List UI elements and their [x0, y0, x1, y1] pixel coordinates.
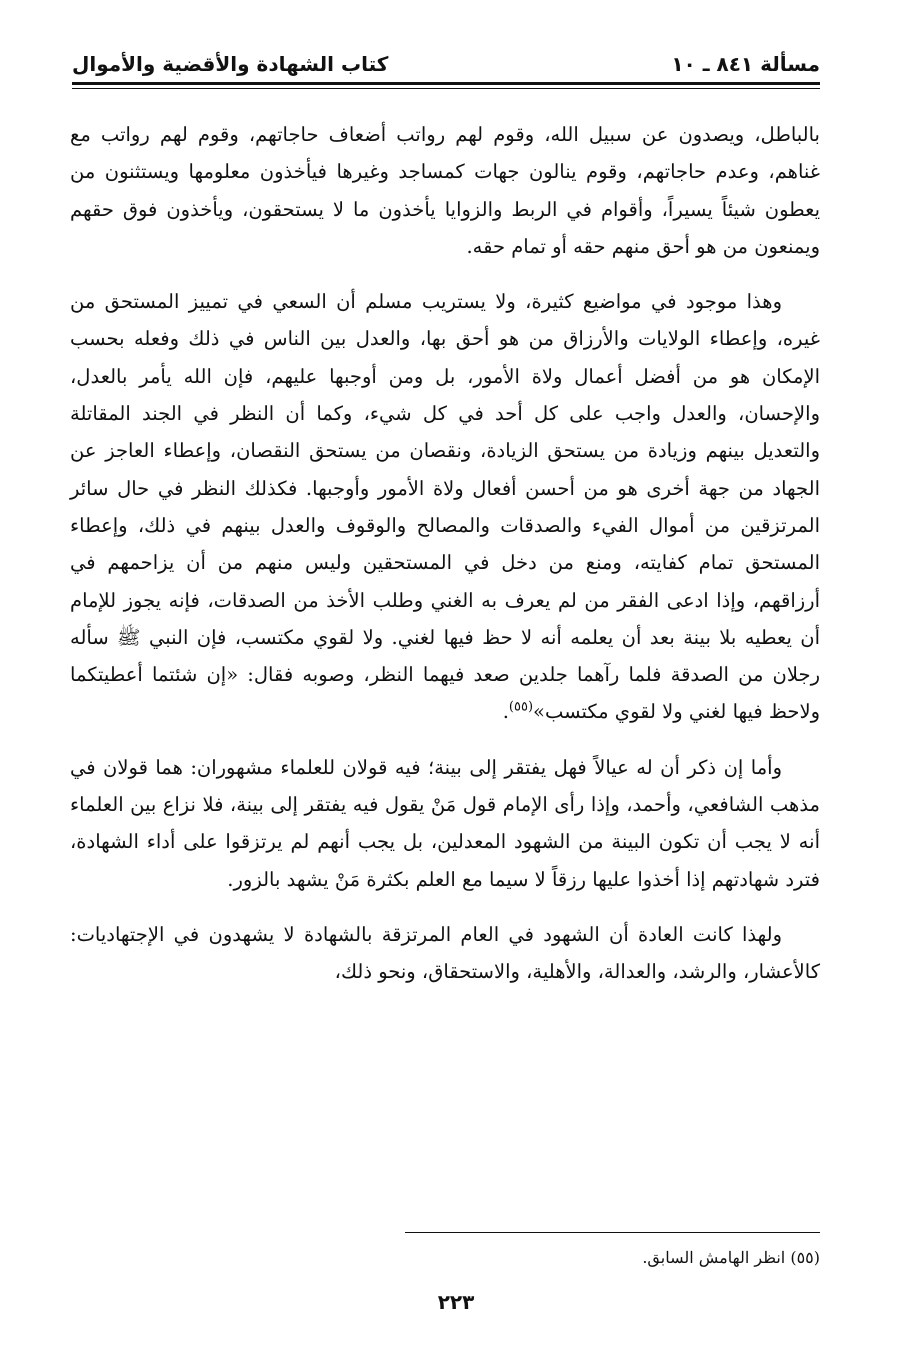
paragraph-4: ولهذا كانت العادة أن الشهود في العام المرتزقة بالشهادة لا يشهدون في الإجتهاديات: كالأعشار، والرشد، والعدالة، والأهلية، والاستحقاق، ونحو ذلك،	[70, 922, 820, 984]
footnote-rule	[405, 1232, 820, 1233]
page-number: ٢٢٣	[437, 1290, 475, 1314]
paragraph-3: وأما إن ذكر أن له عيالاً فهل يفتقر إلى بينة؛ فيه قولان للعلماء مشهوران: هما قولان في مذهب الشافعي، وأحمد، وإذا رأى الإمام قول مَنْ يقول فيه يفتقر إلى بينة، فلا نزاع بين العلماء أنه لا يجب أن تكون البينة من الشهود المعدلين، بل يجب أنهم لم يرتزقوا على أداء الشهادة، فترد شهادتهم إذا أخذوا عليها رزقاً لا سيما مع العلم بكثرة مَنْ يشهد بالزور.	[70, 755, 820, 891]
header-rule-thin	[72, 88, 820, 89]
paragraph-2-text: وهذا موجود في مواضيع كثيرة، ولا يستريب مسلم أن السعي في تمييز المستحق من غيره، وإعطاء الولايات والأرزاق من هو أحق بها، والعدل بين الناس في ذلك وفعله بحسب الإمكان هو من أفضل أعمال ولاة الأمور، بل ومن أوجبها عليهم، فإن الله يأمر بالعدل، والإحسان، والعدل واجب على كل أحد في كل شيء، وكما أن النظر في الجند المقاتلة والتعديل بينهم وزيادة من يستحق الزيادة، ونقصان من يستحق النقصان، وإعطاء العاجز عن الجهاد من جهة أخرى هو من أحسن أفعال ولاة الأمور وأوجبها. فكذلك النظر في حال سائر المرتزقين من أموال الفيء والصدقات والمصالح والوقوف والعدل بينهم في ذلك، وإعطاء المستحق تمام كفايته، ومنع من دخل في المستحقين وليس منهم من أن يزاحمهم في أرزاقهم، وإذا ادعى الفقر من لم يعرف به الغني وطلب الأخذ من الصدقات، فإنه يجوز للإمام أن يعطيه بلا بينة بعد أن يعلمه أنه لا حظ فيها لغني. ولا لقوي مكتسب، فإن النبي ﷺ سأله رجلان من الصدقة فلما رآهما جلدين صعد فيهما النظر، وصوبه فقال: «إن شئتما أعطيتكما ولاحظ فيها لغني ولا لقوي مكتسب»	[70, 290, 820, 724]
header-rule-thick	[72, 82, 820, 85]
running-header	[72, 40, 820, 76]
main-text	[70, 116, 820, 991]
paragraph-2	[70, 283, 820, 731]
paragraph-1: بالباطل، ويصدون عن سبيل الله، وقوم لهم رواتب أضعاف حاجاتهم، وقوم لهم رواتب مع غناهم، وعدم حاجاتهم، وقوم ينالون جهات كمساجد وغيرها فيأخذون معلومها ويستثنون من يعطون شيئاً يسيراً، وأقوام في الربط والزوايا يأخذون ما لا يستحقون، ويأخذون فوق حقهم ويمنعون من هو أحق منهم حقه أو تمام حقه.	[70, 123, 820, 258]
paragraph-2-end: .	[502, 700, 509, 724]
issue-label: مسألة ٨٤١ ـ ١٠	[671, 52, 820, 76]
footnote: (٥٥) انظر الهامش السابق.	[642, 1248, 820, 1267]
book-title: كتاب الشهادة والأقضية والأموال	[72, 52, 389, 76]
footnote-reference: (٥٥)	[508, 699, 534, 715]
